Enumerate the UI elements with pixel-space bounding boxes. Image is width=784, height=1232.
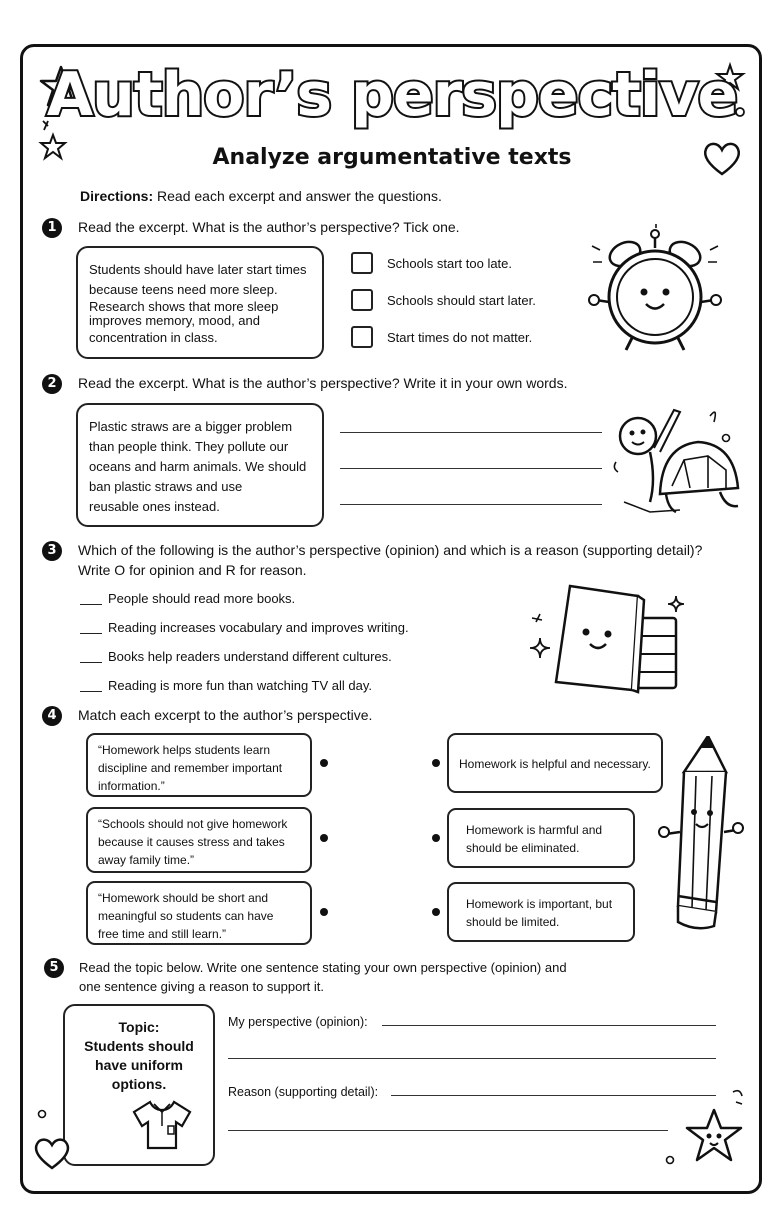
question-2-excerpt-box xyxy=(76,403,324,527)
perspective-line: should be eliminated. xyxy=(466,841,580,855)
match-excerpt-3 xyxy=(86,881,312,945)
topic-line: Students should xyxy=(84,1038,194,1054)
option-label-2: Schools should start later. xyxy=(387,293,536,308)
page-subtitle: Analyze argumentative texts xyxy=(212,145,572,170)
answer-blank-4[interactable] xyxy=(80,691,102,692)
answer-blank-1[interactable] xyxy=(80,604,102,605)
match-perspective-1 xyxy=(447,733,663,793)
sparkle-icon xyxy=(730,1086,746,1108)
perspective-line: should be limited. xyxy=(466,915,560,929)
option-checkbox-3[interactable] xyxy=(351,326,373,348)
star-icon xyxy=(682,1106,746,1168)
match-excerpt-1 xyxy=(86,733,312,797)
excerpt-line: “Schools should not give homework xyxy=(98,817,288,831)
answer-line-2[interactable] xyxy=(340,468,602,469)
question-5-prompt-line2: one sentence giving a reason to support it. xyxy=(79,979,324,994)
question-number-1: 1 xyxy=(42,218,62,238)
excerpt-line: free time and still learn.” xyxy=(98,927,227,941)
question-1-excerpt-box xyxy=(76,246,324,359)
excerpt-line: meaningful so students can have xyxy=(98,909,274,923)
question-4-prompt: Match each excerpt to the author’s perspective. xyxy=(78,707,373,723)
pencil-icon xyxy=(656,736,744,932)
match-dot-left-3[interactable] xyxy=(320,908,328,916)
excerpt-line: because teens need more sleep. xyxy=(89,282,278,297)
option-label-3: Start times do not matter. xyxy=(387,330,533,345)
excerpt-line: Plastic straws are a bigger problem xyxy=(89,419,293,434)
answer-blank-3[interactable] xyxy=(80,662,102,663)
question-number-4: 4 xyxy=(42,706,62,726)
reason-answer-line-1[interactable] xyxy=(391,1095,716,1096)
excerpt-line: than people think. They pollute our xyxy=(89,439,289,454)
question-number-2: 2 xyxy=(42,374,62,394)
directions xyxy=(80,188,442,204)
directions-label: Directions: xyxy=(80,188,154,204)
shirt-icon xyxy=(130,1098,192,1150)
books-icon xyxy=(526,578,690,694)
answer-blank-2[interactable] xyxy=(80,633,102,634)
excerpt-line: Research shows that more sleep xyxy=(89,299,279,314)
reason-label: Reason (supporting detail): xyxy=(228,1085,379,1099)
excerpt-line: concentration in class. xyxy=(89,330,218,345)
reason-answer-line-2[interactable] xyxy=(228,1130,668,1131)
question-2-prompt: Read the excerpt. What is the author’s perspective? Write it in your own words. xyxy=(78,375,568,391)
perspective-line: Homework is helpful and necessary. xyxy=(459,757,651,771)
circle-icon xyxy=(36,1108,48,1120)
question-3-prompt-line2: Write O for opinion and R for reason. xyxy=(78,562,307,578)
excerpt-line: reusable ones instead. xyxy=(89,499,220,514)
question-1-prompt: Read the excerpt. What is the author’s perspective? Tick one. xyxy=(78,219,460,235)
topic-label: Topic: xyxy=(118,1019,160,1035)
question-number-3: 3 xyxy=(42,541,62,561)
statement-4: Reading is more fun than watching TV all day. xyxy=(108,678,372,693)
question-5-prompt: Read the topic below. Write one sentence stating your own perspective (opinion) and xyxy=(79,960,567,975)
answer-line-1[interactable] xyxy=(340,432,602,433)
match-dot-right-3[interactable] xyxy=(432,908,440,916)
match-perspective-2 xyxy=(447,808,635,868)
perspective-line: Homework is important, but xyxy=(466,897,613,911)
match-dot-left-1[interactable] xyxy=(320,759,328,767)
circle-icon xyxy=(664,1154,676,1166)
statement-1: People should read more books. xyxy=(108,591,296,606)
match-dot-right-1[interactable] xyxy=(432,759,440,767)
alarm-clock-icon xyxy=(588,222,722,356)
turtle-icon xyxy=(610,402,746,520)
option-checkbox-2[interactable] xyxy=(351,289,373,311)
option-label-1: Schools start too late. xyxy=(387,256,513,271)
question-3-prompt: Which of the following is the author’s perspective (opinion) and which is a reason (supporting detail)? xyxy=(78,542,703,558)
match-dot-right-2[interactable] xyxy=(432,834,440,842)
statement-2: Reading increases vocabulary and improves writing. xyxy=(108,620,409,635)
excerpt-line: away family time.” xyxy=(98,853,195,867)
match-perspective-3 xyxy=(447,882,635,942)
excerpt-line: “Homework helps students learn xyxy=(98,743,271,757)
perspective-line: Homework is harmful and xyxy=(466,823,603,837)
excerpt-line: ban plastic straws and use xyxy=(89,479,243,494)
directions-text: Read each excerpt and answer the questions. xyxy=(153,188,442,204)
topic-line: have uniform xyxy=(95,1057,183,1073)
excerpt-line: improves memory, mood, and xyxy=(89,313,260,328)
topic-line: options. xyxy=(111,1076,167,1092)
perspective-answer-line-2[interactable] xyxy=(228,1058,716,1059)
match-dot-left-2[interactable] xyxy=(320,834,328,842)
answer-line-3[interactable] xyxy=(340,504,602,505)
page-title: Author’s perspective xyxy=(46,60,738,130)
excerpt-line: discipline and remember important xyxy=(98,761,283,775)
excerpt-line: information.” xyxy=(98,779,165,793)
perspective-label: My perspective (opinion): xyxy=(228,1015,368,1029)
match-excerpt-2 xyxy=(86,807,312,873)
heart-icon xyxy=(32,1134,72,1172)
question-number-5: 5 xyxy=(44,958,64,978)
option-checkbox-1[interactable] xyxy=(351,252,373,274)
excerpt-line: Students should have later start times xyxy=(89,262,307,277)
excerpt-line: because it causes stress and takes xyxy=(98,835,285,849)
excerpt-line: oceans and harm animals. We should xyxy=(89,459,307,474)
excerpt-line: “Homework should be short and xyxy=(98,891,269,905)
perspective-answer-line-1[interactable] xyxy=(382,1025,716,1026)
statement-3: Books help readers understand different cultures. xyxy=(108,649,392,664)
